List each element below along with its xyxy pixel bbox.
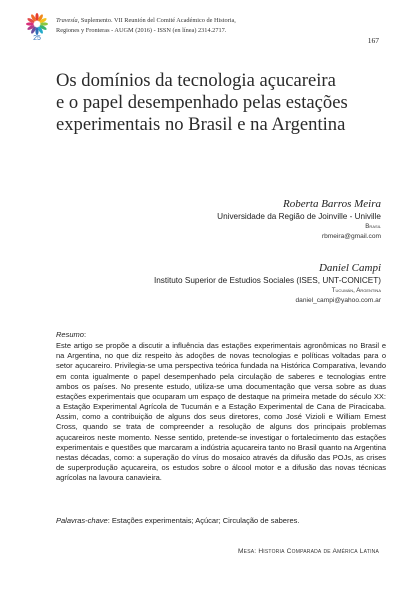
author-country: Brasil: [365, 223, 381, 230]
author-email[interactable]: daniel_campi@yahoo.com.ar: [295, 297, 381, 304]
page-number: 167: [367, 36, 379, 45]
abstract-label: Resumo: [56, 330, 84, 339]
title-line-1: Os domínios da tecnologia açucareira: [56, 70, 336, 91]
author-institution: Instituto Superior de Estudios Sociales (ISES, UNT-CONICET): [153, 276, 381, 285]
svg-text:25: 25: [33, 35, 41, 41]
running-head-line2: Regiones y Fronteras - AUGM (2016) - ISSN (en línea) 2314.2717.: [56, 26, 227, 34]
author-email[interactable]: rbmeira@gmail.com: [321, 233, 381, 240]
journal-logo-icon: [22, 11, 52, 41]
author-block-2: [81, 262, 381, 305]
running-head: [56, 16, 326, 35]
author-block-1: [81, 198, 381, 241]
keywords-text: Estações experimentais; Açúcar; Circulação de saberes.: [111, 516, 300, 525]
abstract: Resumo: Este artigo se propõe a discutir a influência das estações experimentais agronômicas no Brasil e na Argentina, no que diz respeito às adoções de novas tecnologias e políticas voltadas para o setor açucareiro. Privilegia-se uma perspectiva teórica fundada na Histórica Comparativa, levando em conta igualmente o papel desempenhado pela circulação de saberes e tecnologias entre ambos os países. No presente estudo, utiliza-se uma documentação que versa sobre as duas estações experimentais que ocuparam um espaço de destaque na primeira metade do século XX: a Estação Experimental Agrícola de Tucumán e a Estação Experimental de Cana de Piracicaba. Assim, como a contribuição de alguns dos seus diretores, como José Vizioli e William Ernest Cross, quando se trata de compreender a resolução de alguns dos principais problemas açucareiros neste momento. Nesse sentido, pretende-se investigar o fortalecimento das estações experimentais e questões que marcaram a indústria açucareira tanto no Brasil quanto na Argentina nestas décadas, como: a superação do vírus do mosaico através da difusão das POJs, as crises de superprodução açucareira, os estudos sobre o álcool motor e a difusão das novas técnicas agrícolas na lavoura canavieira.: [56, 330, 386, 483]
journal-name: Travesía,: [56, 17, 80, 24]
author-institution: Universidade da Região de Joinville - Univille: [217, 212, 381, 221]
author-name: Roberta Barros Meira: [283, 198, 381, 210]
author-country: Tucumán, Argentina: [331, 287, 381, 294]
session-footer: Mesa: Historia Comparada de América Latina: [237, 548, 379, 555]
keywords: Palavras-chave: Estações experimentais; Açúcar; Circulação de saberes.: [56, 516, 300, 525]
keywords-label: Palavras-chave: [56, 516, 108, 525]
title-line-3: experimentais no Brasil e na Argentina: [56, 114, 346, 135]
author-name: Daniel Campi: [318, 262, 381, 274]
article-title: [56, 70, 396, 136]
running-head-line1: Suplemento. VII Reunión del Comité Académico de Historia,: [79, 17, 236, 24]
abstract-body: Este artigo se propõe a discutir a influência das estações experimentais agronômicas no Brasil e na Argentina, no que diz respeito às adoções de novas tecnologias e políticas voltadas para o setor açucareiro. Privilegia-se uma perspectiva teórica fundada na Histórica Comparativa, levando em conta igualmente o papel desempenhado pela circulação de saberes e tecnologias entre ambos os países. No presente estudo, utiliza-se uma documentação que versa sobre as duas estações experimentais que ocuparam um espaço de destaque na primeira metade do século XX: a Estação Experimental Agrícola de Tucumán e a Estação Experimental de Cana de Piracicaba. Assim, como a contribuição de alguns dos seus diretores, como José Vizioli e William Ernest Cross, quando se trata de compreender a resolução de alguns dos principais problemas açucareiros neste momento. Nesse sentido, pretende-se investigar o fortalecimento das estações experimentais e questões que marcaram a indústria açucareira tanto no Brasil quanto na Argentina nestas décadas, como: a superação do vírus do mosaico através da difusão das POJs, as crises de superprodução açucareira, os estudos sobre o álcool motor e a difusão das novas técnicas agrícolas na lavoura canavieira.: [56, 341, 386, 483]
title-line-2: e o papel desempenhado pelas estações: [56, 92, 348, 113]
